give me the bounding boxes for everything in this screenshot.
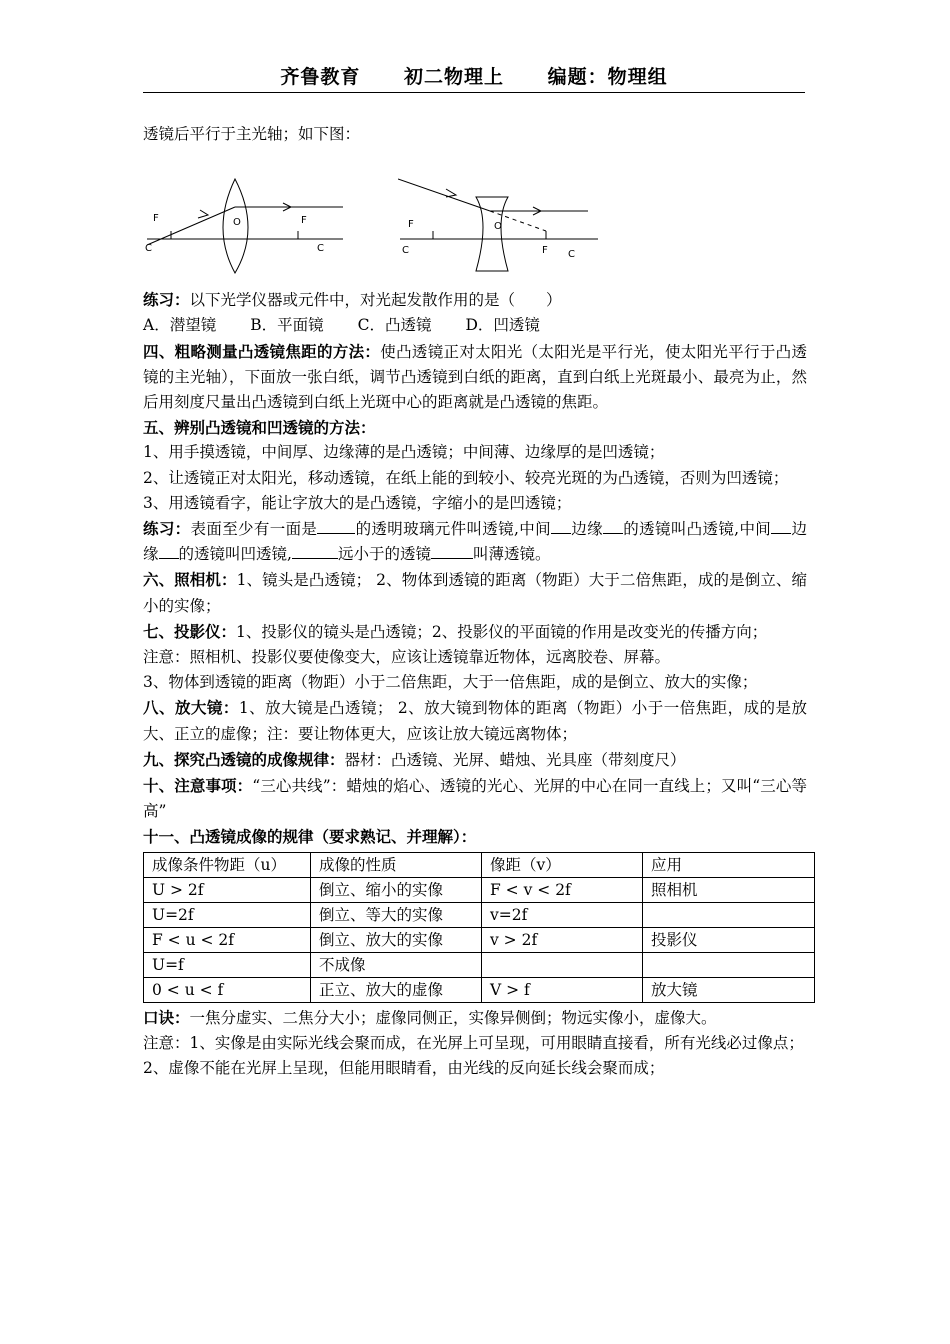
note-3: 2、虚像不能在光屏上呈现，但能用眼睛看，由光线的反向延长线会聚而成； xyxy=(143,1059,665,1078)
table-header-cell: 成像的性质 xyxy=(311,852,482,877)
section-4 xyxy=(143,339,807,416)
section-5-title: 五、辨别凸透镜和凹透镜的方法： xyxy=(143,418,376,438)
exercise-2-text: 边缘 xyxy=(570,520,603,539)
section-5-item-2: 2、让透镜正对太阳光，移动透镜，在纸上能的到较小、较亮光斑的为凸透镜，否则为凹透镜； xyxy=(143,468,789,487)
exercise-2 xyxy=(143,516,807,567)
concave-ray-in xyxy=(398,179,490,211)
table-cell: 倒立、等大的实像 xyxy=(311,902,482,927)
exercise-1 xyxy=(143,287,807,313)
option-c: C．凸透镜 xyxy=(357,316,432,335)
mnemonic xyxy=(143,1005,807,1031)
exercise-2-text: 表面至少有一面是 xyxy=(190,520,318,539)
exercise-1-options xyxy=(143,313,807,338)
concave-label-f-left: F xyxy=(408,219,414,231)
section-9 xyxy=(143,747,807,773)
convex-label-c-right: C xyxy=(317,243,324,255)
section-10 xyxy=(143,773,807,824)
option-d: D．凹透镜 xyxy=(465,316,540,335)
exercise-2-text: 的透镜叫凸透镜,中间 xyxy=(622,520,772,539)
document-body xyxy=(143,122,807,1081)
exercise-1-text: 以下光学仪器或元件中，对光起发散作用的是（ ） xyxy=(189,291,562,310)
section-9-title: 九、探究凸透镜的成像规律： xyxy=(143,749,345,769)
exercise-2-text: 叫薄透镜。 xyxy=(472,545,551,564)
lens-figures xyxy=(143,147,807,287)
table-cell: U > 2f xyxy=(144,877,311,902)
imaging-rules-table xyxy=(143,852,815,1003)
exercise-2-text: 的透镜叫凹透镜, xyxy=(178,545,292,564)
header-rule xyxy=(143,92,805,93)
page-header xyxy=(143,62,805,89)
table-cell: 放大镜 xyxy=(643,977,815,1002)
section-7-text: 1、投影仪的镜头是凸透镜；2、投影仪的平面镜的作用是改变光的传播方向； xyxy=(236,622,768,641)
mnemonic-text: 一焦分虚实、二焦分大小；虚像同侧正，实像异侧倒；物远实像小，虚像大。 xyxy=(189,1008,717,1027)
convex-label-f-left: F xyxy=(153,213,159,225)
section-8 xyxy=(143,695,807,746)
section-6-text: 1、镜头是凸透镜； 2、物体到透镜的距离（物距）大于二倍焦距，成的是倒立、缩小的实像； xyxy=(143,571,807,615)
table-header-cell: 像距（v） xyxy=(482,852,643,877)
section-6-title: 六、照相机： xyxy=(143,570,237,590)
table-row xyxy=(144,977,815,1002)
table-cell: U=2f xyxy=(144,902,311,927)
concave-label-f-right: F xyxy=(542,245,548,257)
table-cell: F < v < 2f xyxy=(482,877,643,902)
fill-blank[interactable] xyxy=(771,519,791,534)
option-b: B．平面镜 xyxy=(250,316,324,335)
section-10-text: “三心共线”：蜡烛的焰心、透镜的光心、光屏的中心在同一直线上；又叫“三心等高” xyxy=(143,777,807,821)
table-row xyxy=(144,927,815,952)
concave-label-c-right: C xyxy=(568,249,575,261)
section-6 xyxy=(143,567,807,618)
option-a: A．潜望镜 xyxy=(143,316,217,335)
note-1: 注意：照相机、投影仪要使像变大，应该让透镜靠近物体，远离胶卷、屏幕。 xyxy=(143,648,671,667)
section-10-title: 十、注意事项： xyxy=(143,776,253,796)
section-7-title: 七、投影仪： xyxy=(143,621,237,641)
table-header-row xyxy=(144,852,815,877)
table-cell: F < u < 2f xyxy=(144,927,311,952)
table-cell: U=f xyxy=(144,952,311,977)
table-cell xyxy=(643,952,815,977)
table-row xyxy=(144,877,815,902)
table-header-cell: 应用 xyxy=(643,852,815,877)
concave-label-c-left: C xyxy=(402,245,409,257)
section-4-title: 四、粗略测量凸透镜焦距的方法： xyxy=(143,341,381,361)
table-cell: V > f xyxy=(482,977,643,1002)
item-3: 3、物体到透镜的距离（物距）小于二倍焦距，大于一倍焦距，成的是倒立、放大的实像； xyxy=(143,673,758,692)
fill-blank[interactable] xyxy=(159,544,179,559)
section-7 xyxy=(143,619,807,645)
concave-label-o: O xyxy=(494,221,502,233)
table-cell xyxy=(482,952,643,977)
convex-label-c-left: C xyxy=(145,243,152,255)
exercise-2-text: 边缘 xyxy=(143,520,807,564)
convex-arrow-1 xyxy=(198,210,208,218)
table-cell xyxy=(643,902,815,927)
table-cell: 正立、放大的虚像 xyxy=(311,977,482,1002)
fill-blank[interactable] xyxy=(292,544,338,559)
table-cell: v > 2f xyxy=(482,927,643,952)
exercise-1-label: 练习： xyxy=(143,290,190,310)
exercise-2-label: 练习： xyxy=(143,519,191,539)
header-course: 初二物理上 xyxy=(403,66,504,88)
exercise-2-text: 的透明玻璃元件叫透镜,中间 xyxy=(355,520,551,539)
convex-lens-diagram xyxy=(143,151,343,281)
fill-blank[interactable] xyxy=(603,519,623,534)
section-5-item-3: 3、用透镜看字，能让字放大的是凸透镜，字缩小的是凹透镜； xyxy=(143,493,572,512)
mnemonic-label: 口诀： xyxy=(143,1007,190,1027)
table-cell: v=2f xyxy=(482,902,643,927)
table-cell: 倒立、放大的实像 xyxy=(311,927,482,952)
table-header-cell: 成像条件物距（u） xyxy=(144,852,311,877)
intro-line: 透镜后平行于主光轴；如下图： xyxy=(143,125,361,143)
table-row xyxy=(144,952,815,977)
section-5-item-1: 1、用手摸透镜，中间厚、边缘薄的是凸透镜；中间薄、边缘厚的是凹透镜； xyxy=(143,443,665,462)
note-2: 注意：1、实像是由实际光线会聚而成，在光屏上可呈现，可用眼睛直接看，所有光线必过像点； xyxy=(143,1033,804,1052)
section-11-title: 十一、凸透镜成像的规律（要求熟记、并理解）： xyxy=(143,827,477,847)
header-org: 齐鲁教育 xyxy=(280,66,361,88)
fill-blank[interactable] xyxy=(431,544,473,559)
exercise-2-text: 远小于的透镜 xyxy=(337,545,431,564)
fill-blank[interactable] xyxy=(317,519,355,534)
table-cell: 倒立、缩小的实像 xyxy=(311,877,482,902)
table-row xyxy=(144,902,815,927)
fill-blank[interactable] xyxy=(551,519,571,534)
table-cell: 投影仪 xyxy=(643,927,815,952)
section-4-text: 使凸透镜正对太阳光（太阳光是平行光，使太阳光平行于凸透镜的主光轴），下面放一张白纸，调节凸透镜到白纸的距离，直到白纸上光斑最小、最亮为止，然后用刻度尺量出凸透镜到白纸上光斑中心的距离就是凸透镜的焦距。 xyxy=(143,342,807,412)
convex-label-o: O xyxy=(233,217,241,229)
table-cell: 0 < u < f xyxy=(144,977,311,1002)
header-editor: 编题：物理组 xyxy=(547,66,668,88)
table-cell: 照相机 xyxy=(643,877,815,902)
table-cell: 不成像 xyxy=(311,952,482,977)
convex-label-f-right: F xyxy=(301,215,307,227)
concave-lens-diagram xyxy=(398,151,598,281)
section-8-title: 八、放大镜： xyxy=(143,698,239,718)
section-9-text: 器材：凸透镜、光屏、蜡烛、光具座（带刻度尺） xyxy=(344,750,686,769)
section-8-text: 1、放大镜是凸透镜； 2、放大镜到物体的距离（物距）小于一倍焦距，成的是放大、正立的虚像；注：要让物体更大，应该让放大镜远离物体； xyxy=(143,699,807,743)
